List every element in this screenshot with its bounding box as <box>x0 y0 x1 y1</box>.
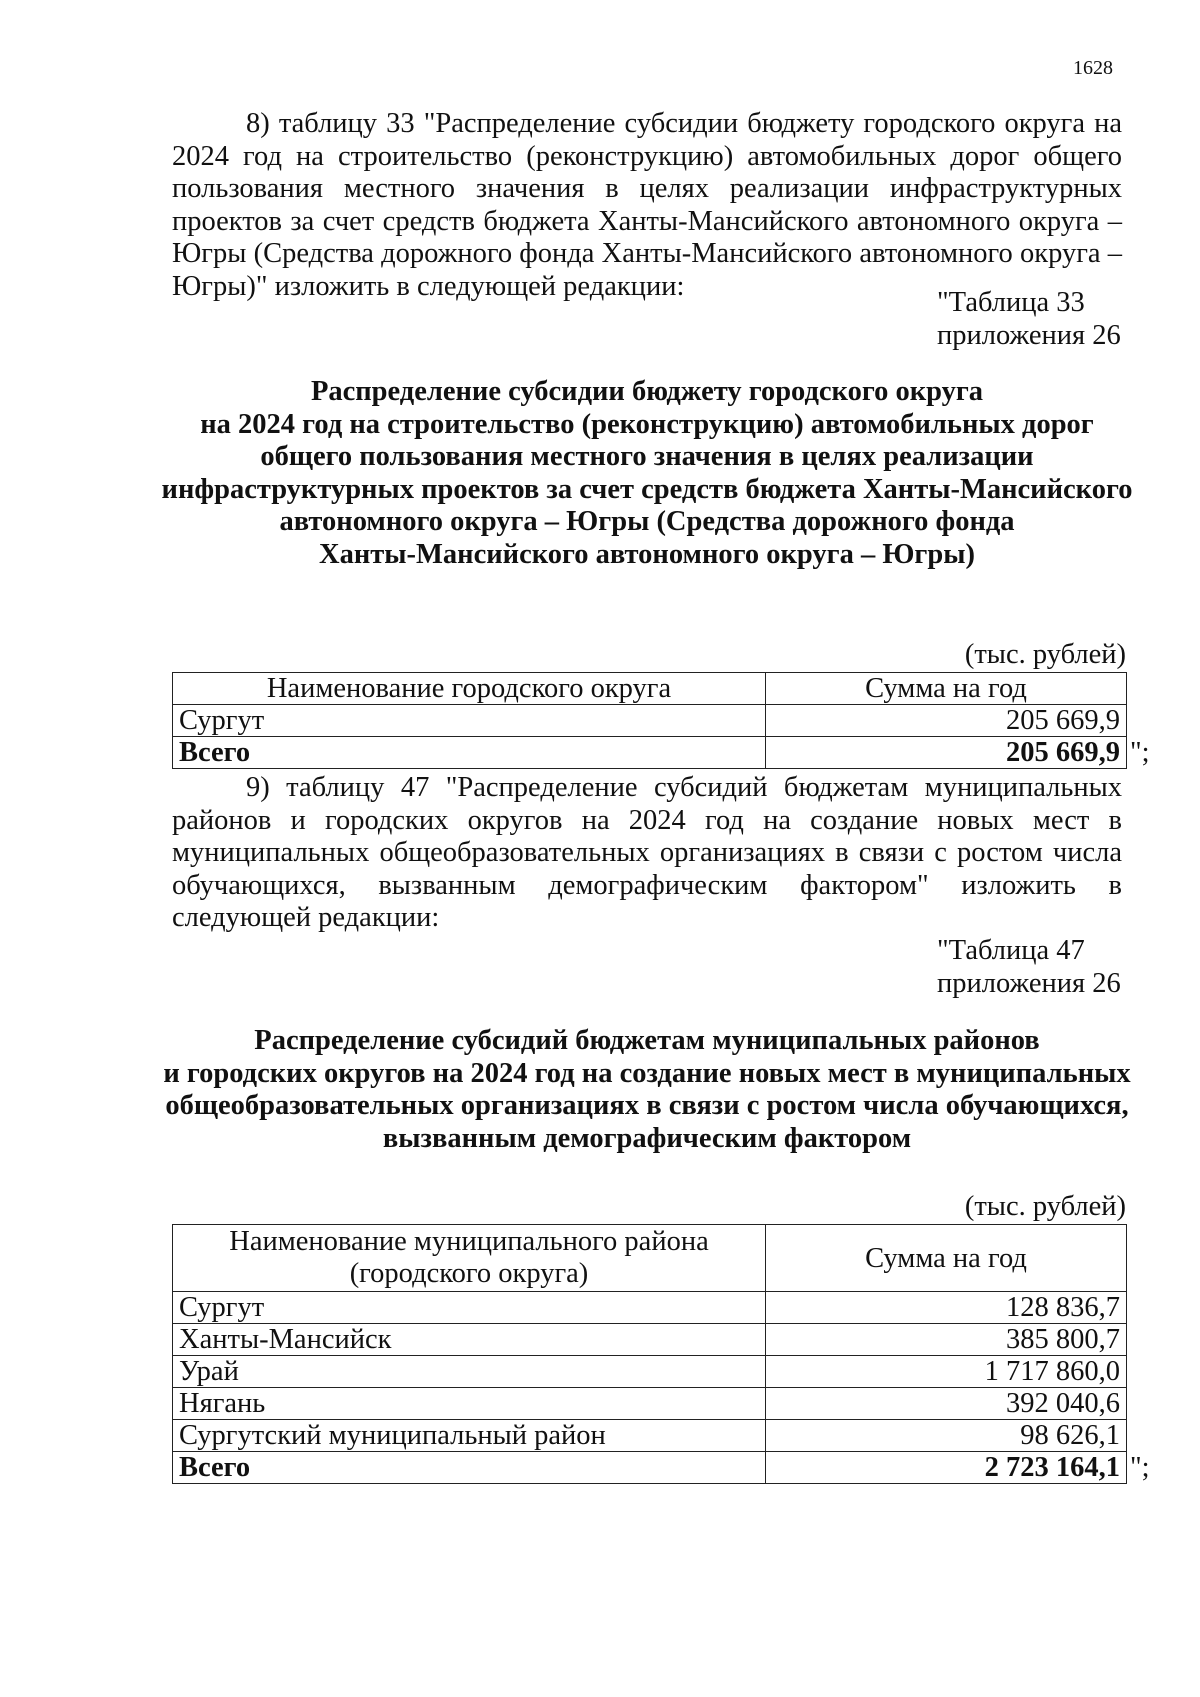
section9-table-caption <box>937 935 1137 1000</box>
section8-caption-line2: приложения 26 <box>937 319 1121 351</box>
row-name: Нягань <box>173 1388 766 1420</box>
total-amount-cell <box>766 737 1150 769</box>
total-label: Всего <box>173 737 766 769</box>
total-label: Всего <box>173 1452 766 1484</box>
table-row <box>173 1420 1127 1452</box>
row-name: Урай <box>173 1356 766 1388</box>
heading-line: общего пользования местного значения в целях реализации <box>260 441 1034 473</box>
section9-table <box>172 1224 1150 1484</box>
column-header-name: Наименование муниципального района (городского округа) <box>173 1225 766 1292</box>
row-amount: 1 717 860,0 <box>766 1356 1127 1388</box>
total-amount: 205 669,9 <box>1006 737 1120 768</box>
row-amount: 385 800,7 <box>766 1324 1127 1356</box>
heading-line: автономного округа – Югры (Средства дорожного фонда <box>279 506 1015 538</box>
column-header-name: Наименование городского округа <box>173 673 766 705</box>
row-name: Сургут <box>173 705 766 737</box>
table-row <box>173 1292 1127 1324</box>
row-name: Ханты-Мансийск <box>173 1324 766 1356</box>
row-amount: 392 040,6 <box>766 1388 1127 1420</box>
section9-caption-line2: приложения 26 <box>937 967 1121 999</box>
row-name: Сургут <box>173 1292 766 1324</box>
heading-line: на 2024 год на строительство (реконструкцию) автомобильных дорог <box>200 408 1094 440</box>
section9-table-heading <box>150 1025 1144 1155</box>
row-amount: 128 836,7 <box>766 1292 1127 1324</box>
heading-line: Ханты-Мансийского автономного округа – Югры) <box>319 538 975 570</box>
section8-paragraph: 8) таблицу 33 "Распределение субсидии бюджету городского округа на 2024 год на строительство (реконструкцию) автомобильных дорог общего пользования местного значения в целях реализации инфраструктурных проектов за счет средств бюджета Ханты-Мансийского автономного округа – Югры (Средства дорожного фонда Ханты-Мансийского автономного округа – Югры)" изложить в следующей редакции: <box>172 108 1122 302</box>
table-header-row <box>173 673 1127 705</box>
column-header-amount: Сумма на год <box>766 673 1127 705</box>
section9-caption-line1: "Таблица 47 <box>937 935 1085 966</box>
heading-line: вызванным демографическим фактором <box>382 1122 912 1154</box>
column-header-amount: Сумма на год <box>766 1225 1127 1292</box>
closing-quote: "; <box>1130 1452 1150 1483</box>
table-total-row <box>173 1452 1127 1484</box>
table-row <box>173 705 1127 737</box>
heading-line: и городских округов на 2024 год на создание новых мест в муниципальных <box>163 1057 1131 1089</box>
heading-line: Распределение субсидий бюджетам муниципальных районов <box>254 1025 1040 1056</box>
row-amount: 205 669,9 <box>766 705 1127 737</box>
closing-quote: "; <box>1130 737 1150 768</box>
table-row <box>173 1388 1127 1420</box>
table-row <box>173 1324 1127 1356</box>
section8-table-heading <box>150 376 1144 572</box>
section8-table-caption <box>937 287 1137 352</box>
section9-units-label: (тыс. рублей) <box>964 1191 1126 1222</box>
section8-table <box>172 672 1150 769</box>
heading-line: инфраструктурных проектов за счет средств бюджета Ханты-Мансийского <box>161 473 1133 505</box>
total-amount: 2 723 164,1 <box>984 1452 1120 1483</box>
heading-line: общеобразовательных организациях в связи с ростом числа обучающихся, <box>165 1090 1129 1122</box>
page-number: 1628 <box>1073 57 1113 79</box>
table-row <box>173 1356 1127 1388</box>
table-total-row <box>173 737 1127 769</box>
row-name: Сургутский муниципальный район <box>173 1420 766 1452</box>
row-amount: 98 626,1 <box>766 1420 1127 1452</box>
section8-units-label: (тыс. рублей) <box>964 639 1126 670</box>
section8-caption-line1: "Таблица 33 <box>937 287 1085 318</box>
heading-line: Распределение субсидии бюджету городского округа <box>310 376 984 407</box>
total-amount-cell <box>766 1452 1150 1484</box>
section9-paragraph: 9) таблицу 47 "Распределение субсидий бюджетам муниципальных районов и городских округов на 2024 год на создание новых мест в муниципальных общеобразовательных организациях в связи с ростом числа обучающихся, вызванным демографическим фактором" изложить в следующей редакции: <box>172 772 1122 934</box>
table-header-row <box>173 1225 1127 1292</box>
